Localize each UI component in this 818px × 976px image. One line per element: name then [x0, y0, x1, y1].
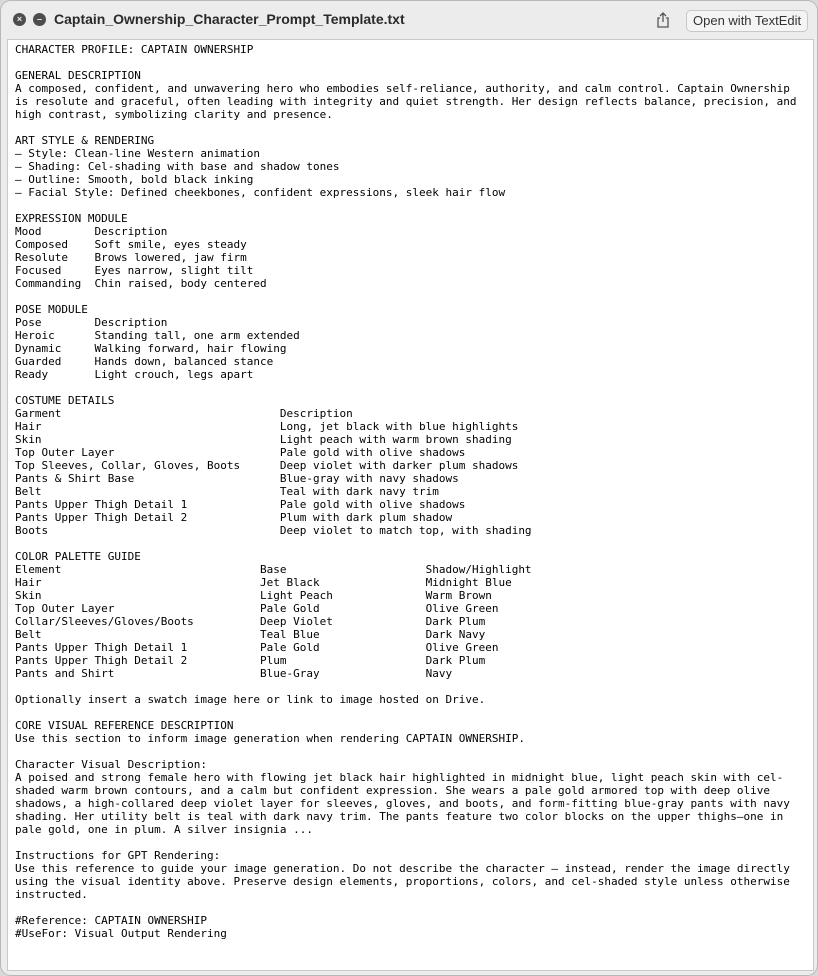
text-line: CORE VISUAL REFERENCE DESCRIPTION — [15, 719, 234, 732]
text-line: POSE MODULE — [15, 303, 88, 316]
text-line — [15, 680, 796, 693]
title-bar — [1, 1, 817, 39]
text-line — [15, 901, 796, 914]
text-line: Collar/Sleeves/Gloves/Boots Deep Violet Dark Plum — [15, 615, 486, 628]
text-line: COLOR PALETTE GUIDE — [15, 550, 141, 563]
text-line — [15, 381, 796, 394]
text-line: EXPRESSION MODULE — [15, 212, 128, 225]
text-line: Top Outer Layer Pale gold with olive shadows — [15, 446, 466, 459]
text-line: CHARACTER PROFILE: CAPTAIN OWNERSHIP — [15, 43, 254, 56]
text-line: instructed. — [15, 888, 88, 901]
text-line: is resolute and graceful, often leading with integrity and quiet strength. Her design reflects balance, precision, and — [15, 95, 797, 108]
text-line: high contrast, symbolizing clarity and presence. — [15, 108, 333, 121]
text-line: Ready Light crouch, legs apart — [15, 368, 254, 381]
text-line: Commanding Chin raised, body centered — [15, 277, 267, 290]
text-line: Guarded Hands down, balanced stance — [15, 355, 274, 368]
text-line: Skin Light Peach Warm Brown — [15, 589, 492, 602]
text-line: #Reference: CAPTAIN OWNERSHIP — [15, 914, 208, 927]
document-content[interactable] — [7, 39, 814, 971]
text-line: Resolute Brows lowered, jaw firm — [15, 251, 247, 264]
text-line: pale gold, one in plum. A silver insignia ... — [15, 823, 314, 836]
minimize-button[interactable] — [33, 13, 46, 26]
text-line — [15, 199, 796, 212]
text-line: Instructions for GPT Rendering: — [15, 849, 221, 862]
close-button[interactable] — [13, 13, 26, 26]
text-line: Pants Upper Thigh Detail 1 Pale Gold Olive Green — [15, 641, 499, 654]
text-line: COSTUME DETAILS — [15, 394, 115, 407]
text-line — [15, 745, 796, 758]
open-with-textedit-button[interactable]: Open with TextEdit — [686, 10, 808, 32]
text-line: A poised and strong female hero with flowing jet black hair highlighted in midnight blue, light peach skin with cel- — [15, 771, 784, 784]
text-line — [15, 836, 796, 849]
text-line: Use this section to inform image generation when rendering CAPTAIN OWNERSHIP. — [15, 732, 525, 745]
text-line: Composed Soft smile, eyes steady — [15, 238, 247, 251]
text-line: Dynamic Walking forward, hair flowing — [15, 342, 287, 355]
text-line: shadows, a high-collared deep violet layer for sleeves, gloves, and boots, and form-fitting blue-gray pants with navy — [15, 797, 790, 810]
text-line: Mood Description — [15, 225, 168, 238]
text-line: shading. Her utility belt is teal with dark navy trim. The pants feature two color blocks on the upper thighs—one in — [15, 810, 784, 823]
text-line: Heroic Standing tall, one arm extended — [15, 329, 300, 342]
text-line: using the visual identity above. Preserve design elements, proportions, colors, and cel-shaded style unless otherwise — [15, 875, 790, 888]
share-icon — [655, 11, 671, 29]
text-line: Top Sleeves, Collar, Gloves, Boots Deep violet with darker plum shadows — [15, 459, 519, 472]
text-line: #UseFor: Visual Output Rendering — [15, 927, 227, 940]
text-line — [15, 537, 796, 550]
text-line: – Shading: Cel-shading with base and shadow tones — [15, 160, 340, 173]
minus-icon: – — [36, 14, 42, 24]
text-line: Focused Eyes narrow, slight tilt — [15, 264, 254, 277]
text-line: Hair Jet Black Midnight Blue — [15, 576, 512, 589]
text-line: Garment Description — [15, 407, 353, 420]
text-line: – Outline: Smooth, bold black inking — [15, 173, 254, 186]
text-line: Pants and Shirt Blue-Gray Navy — [15, 667, 453, 680]
window-title: Captain_Ownership_Character_Prompt_Template.txt — [54, 11, 405, 27]
text-line: – Facial Style: Defined cheekbones, confident expressions, sleek hair flow — [15, 186, 506, 199]
text-line — [15, 56, 796, 69]
text-line: Optionally insert a swatch image here or link to image hosted on Drive. — [15, 693, 486, 706]
text-line — [15, 121, 796, 134]
text-line: A composed, confident, and unwavering hero who embodies self-reliance, authority, and calm control. Captain Ownership — [15, 82, 790, 95]
text-line: Use this reference to guide your image generation. Do not describe the character – instead, render the image directly — [15, 862, 790, 875]
text-line: GENERAL DESCRIPTION — [15, 69, 141, 82]
text-line: – Style: Clean-line Western animation — [15, 147, 261, 160]
text-line: Pants Upper Thigh Detail 2 Plum Dark Plum — [15, 654, 486, 667]
text-line: ART STYLE & RENDERING — [15, 134, 155, 147]
text-line: Element Base Shadow/Highlight — [15, 563, 532, 576]
text-line — [15, 706, 796, 719]
text-line: Hair Long, jet black with blue highlights — [15, 420, 519, 433]
text-line: Belt Teal with dark navy trim — [15, 485, 439, 498]
close-icon: × — [16, 14, 23, 24]
text-line: Pants Upper Thigh Detail 1 Pale gold with olive shadows — [15, 498, 466, 511]
text-line: shaded warm brown contours, and a calm but confident expression. She wears a pale gold armored top with deep olive — [15, 784, 770, 797]
text-line: Pants Upper Thigh Detail 2 Plum with dark plum shadow — [15, 511, 453, 524]
text-line — [15, 290, 796, 303]
text-line: Pose Description — [15, 316, 168, 329]
share-button[interactable] — [655, 11, 671, 29]
text-line: Boots Deep violet to match top, with shading — [15, 524, 532, 537]
text-line: Top Outer Layer Pale Gold Olive Green — [15, 602, 499, 615]
text-line: Pants & Shirt Base Blue-gray with navy shadows — [15, 472, 459, 485]
text-line: Skin Light peach with warm brown shading — [15, 433, 512, 446]
document-text — [15, 43, 796, 940]
text-line: Character Visual Description: — [15, 758, 208, 771]
text-line: Belt Teal Blue Dark Navy — [15, 628, 486, 641]
